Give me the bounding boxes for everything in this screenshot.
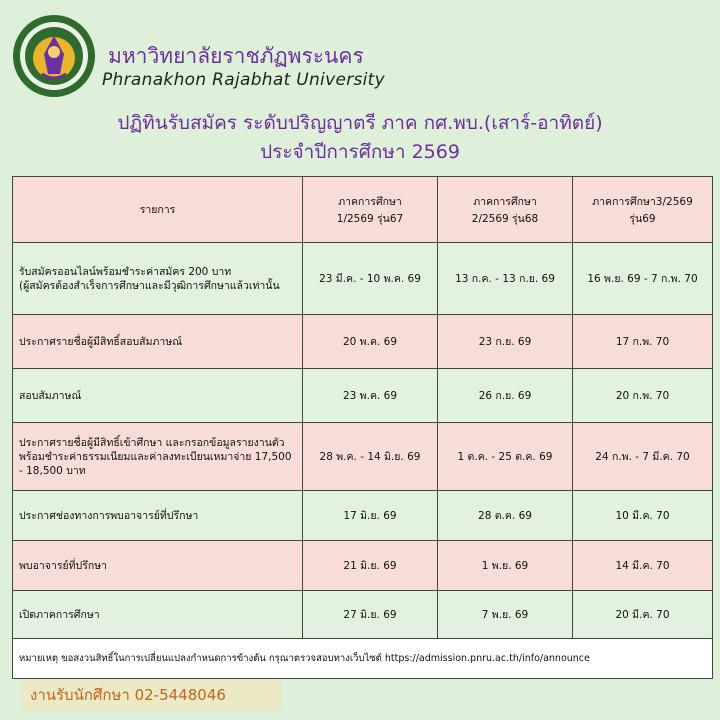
university-name-thai: มหาวิทยาลัยราชภัฏพระนคร: [108, 44, 364, 68]
table-note-row: [13, 639, 713, 679]
row-date-term-1: 17 มิ.ย. 69: [303, 491, 438, 541]
row-date-term-1: 21 มิ.ย. 69: [303, 541, 438, 591]
row-date-term-1: 23 พ.ค. 69: [303, 369, 438, 423]
university-name-english: Phranakhon Rajabhat University: [102, 70, 386, 90]
table-row: [13, 423, 713, 491]
row-date-term-2: 7 พ.ย. 69: [438, 591, 573, 639]
header-item: รายการ: [13, 177, 303, 243]
row-item: สอบสัมภาษณ์: [13, 369, 303, 423]
row-item: รับสมัครออนไลน์พร้อมชำระค่าสมัคร 200 บาท (ผู้สมัครต้องสำเร็จการศึกษาและมีวุฒิการศึกษาแล้วเท่านั้น: [13, 243, 303, 315]
row-date-term-1: 23 มี.ค. - 10 พ.ค. 69: [303, 243, 438, 315]
row-date-term-3: 16 พ.ย. 69 - 7 ก.พ. 70: [573, 243, 713, 315]
row-item: พบอาจารย์ที่ปรึกษา: [13, 541, 303, 591]
row-date-term-2: 26 ก.ย. 69: [438, 369, 573, 423]
row-date-term-1: 27 มิ.ย. 69: [303, 591, 438, 639]
row-date-term-3: 10 มี.ค. 70: [573, 491, 713, 541]
contact-banner: [20, 680, 282, 710]
table-row: [13, 369, 713, 423]
row-date-term-3: 20 มี.ค. 70: [573, 591, 713, 639]
row-date-term-3: 17 ก.พ. 70: [573, 315, 713, 369]
page-subtitle: ประจำปีการศึกษา 2569: [260, 141, 460, 163]
header-term-1: ภาคการศึกษา 1/2569 รุ่น67: [303, 177, 438, 243]
row-date-term-1: 28 พ.ค. - 14 มิ.ย. 69: [303, 423, 438, 491]
row-date-term-3: 24 ก.พ. - 7 มี.ค. 70: [573, 423, 713, 491]
table-row: [13, 541, 713, 591]
note-text: หมายเหตุ ขอสงวนสิทธิ์ในการเปลี่ยนแปลงกำหนดการข้างต้น กรุณาตรวจสอบทางเว็บไซต์ https://admission.pnru.ac.th/info/announce: [13, 639, 713, 679]
row-date-term-2: 13 ก.ค. - 13 ก.ย. 69: [438, 243, 573, 315]
contact-text: งานรับนักศึกษา 02-5448046: [30, 686, 226, 704]
row-item: ประกาศรายชื่อผู้มีสิทธิ์เข้าศึกษา และกรอกข้อมูลรายงานตัวพร้อมชำระค่าธรรมเนียมและค่าลงทะเบียนเหมาจ่าย 17,500 - 18,500 บาท: [13, 423, 303, 491]
row-date-term-1: 20 พ.ค. 69: [303, 315, 438, 369]
row-item: ประกาศช่องทางการพบอาจารย์ที่ปรึกษา: [13, 491, 303, 541]
table-header-row: [13, 177, 713, 243]
table-row: [13, 243, 713, 315]
university-seal-icon: [12, 14, 96, 98]
row-date-term-2: 28 ต.ค. 69: [438, 491, 573, 541]
page-title: ปฏิทินรับสมัคร ระดับปริญญาตรี ภาค กศ.พบ.(เสาร์-อาทิตย์): [117, 112, 603, 134]
row-date-term-3: 20 ก.พ. 70: [573, 369, 713, 423]
table-row: [13, 315, 713, 369]
table-row: [13, 591, 713, 639]
header-term-2: ภาคการศึกษา 2/2569 รุ่น68: [438, 177, 573, 243]
row-date-term-2: 23 ก.ย. 69: [438, 315, 573, 369]
header-term-3: ภาคการศึกษา3/2569 รุ่น69: [573, 177, 713, 243]
row-date-term-2: 1 พ.ย. 69: [438, 541, 573, 591]
admission-calendar-table: [12, 176, 713, 679]
row-date-term-2: 1 ต.ค. - 25 ต.ค. 69: [438, 423, 573, 491]
table-row: [13, 491, 713, 541]
row-item: เปิดภาคการศึกษา: [13, 591, 303, 639]
row-date-term-3: 14 มี.ค. 70: [573, 541, 713, 591]
row-item: ประกาศรายชื่อผู้มีสิทธิ์สอบสัมภาษณ์: [13, 315, 303, 369]
